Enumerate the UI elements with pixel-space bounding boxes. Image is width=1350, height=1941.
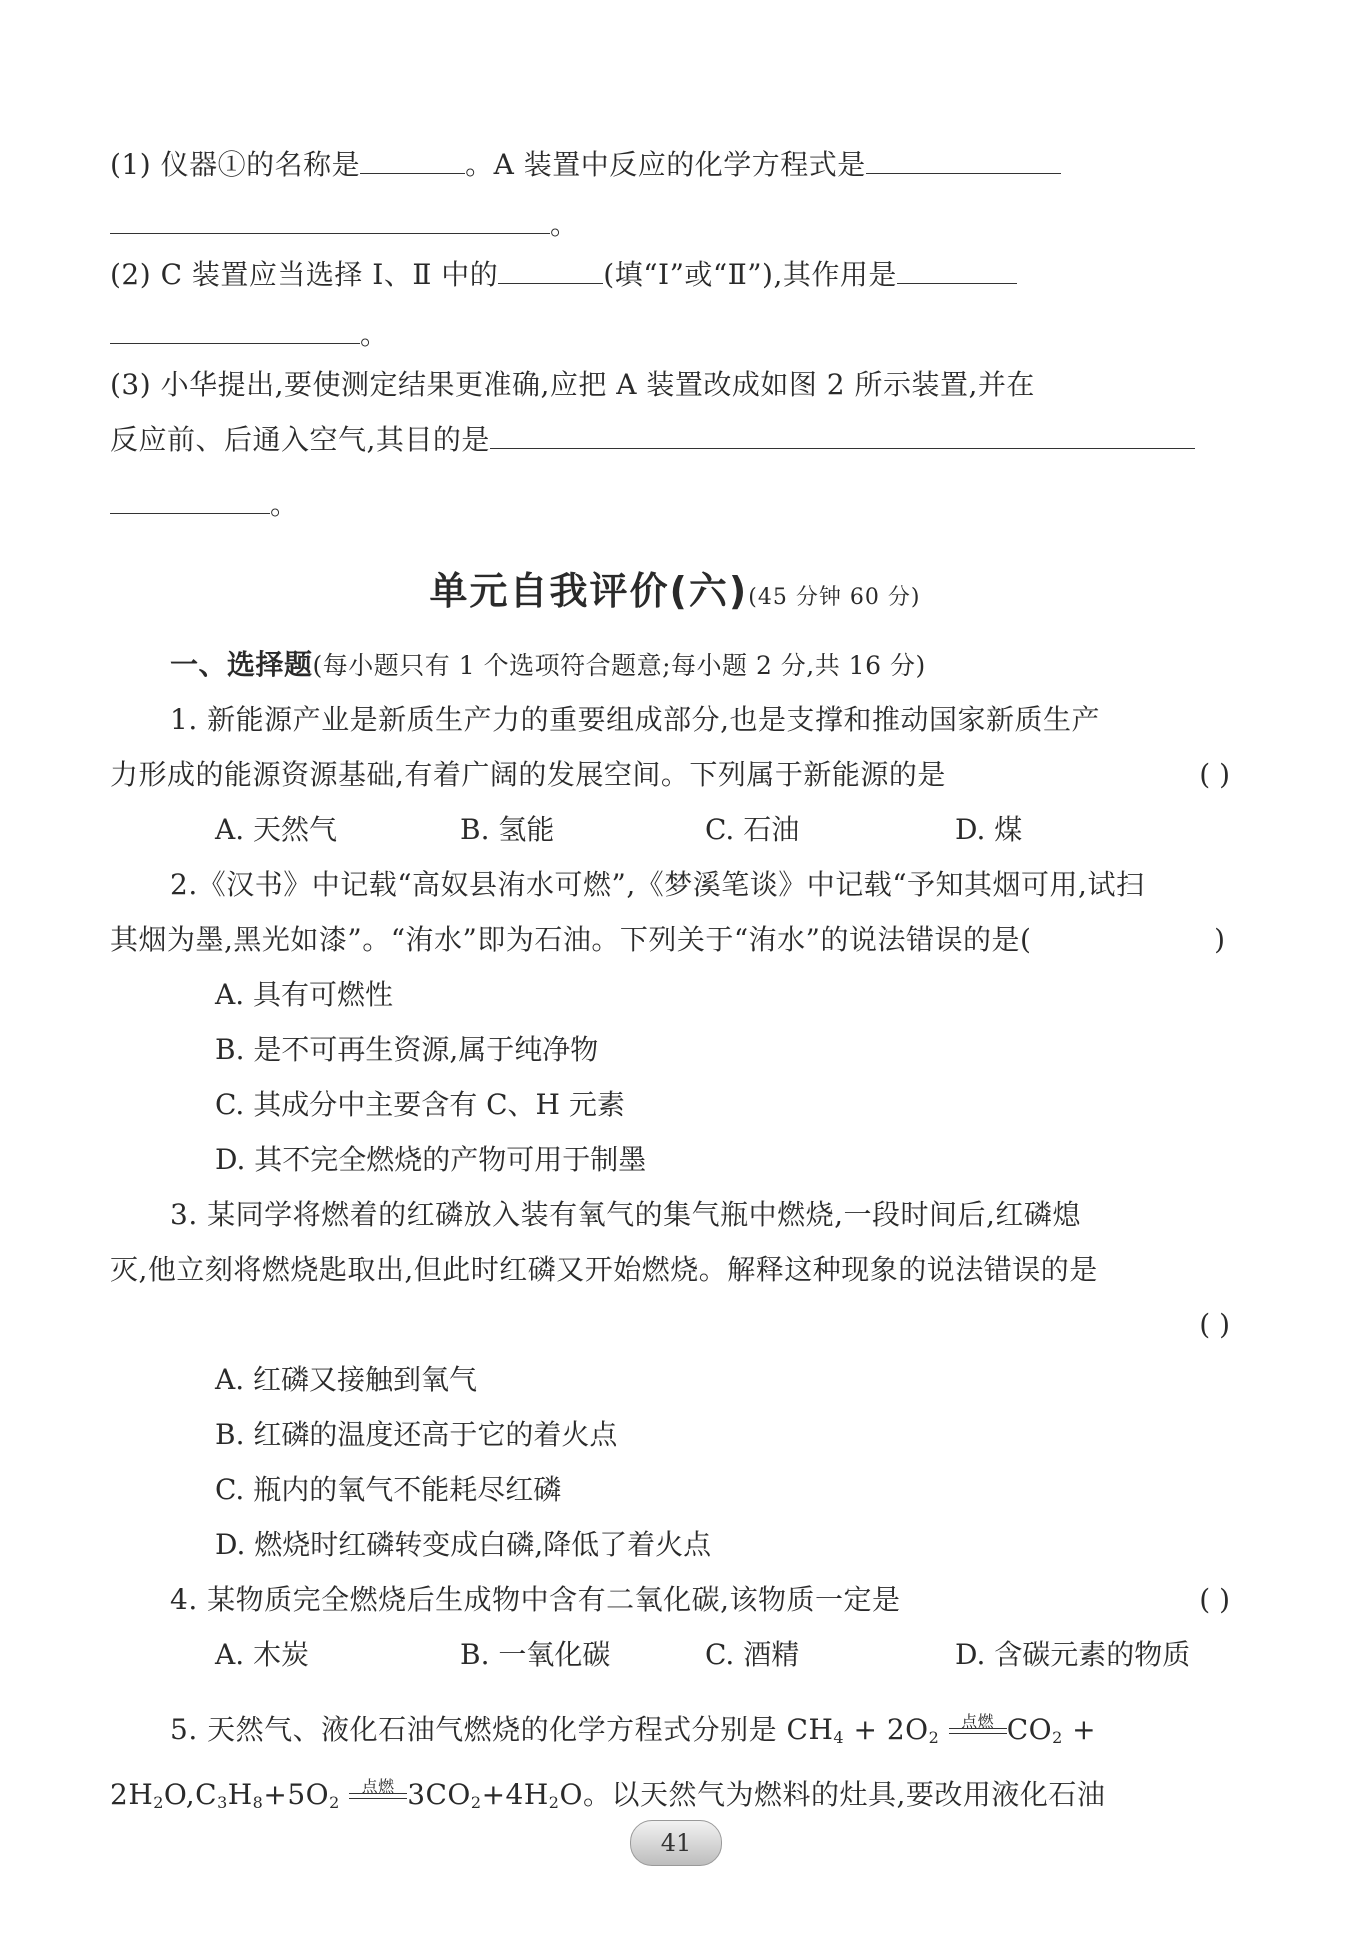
q4-line1: 4. 某物质完全燃烧后生成物中含有二氧化碳,该物质一定是	[170, 1583, 901, 1616]
q3-option-a[interactable]: A. 红磷又接触到氧气	[215, 1363, 478, 1396]
q1-line1: 1. 新能源产业是新质生产力的重要组成部分,也是支撑和推动国家新质生产	[170, 703, 1101, 736]
q1-answer-paren[interactable]: ( )	[1199, 758, 1230, 791]
section-title: 一、选择题	[170, 648, 313, 681]
prev-q2-text-a: (2) C 装置应当选择 Ⅰ、Ⅱ 中的	[110, 258, 499, 291]
q2-line1: 2.《汉书》中记载“高奴县洧水可燃”,《梦溪笔谈》中记载“予知其烟可用,试扫	[170, 868, 1145, 901]
q2-option-b[interactable]: B. 是不可再生资源,属于纯净物	[215, 1033, 599, 1066]
title-main: 单元自我评价(六)	[429, 569, 749, 613]
q4-option-b[interactable]: B. 一氧化碳	[460, 1638, 611, 1671]
q5-line1: 5. 天然气、液化石油气燃烧的化学方程式分别是 $CH_4 + 2O_2$ 点燃 $CO_2$ +	[170, 1710, 1096, 1758]
reaction-condition: 点燃	[361, 1776, 395, 1796]
answer-blank[interactable]	[498, 255, 603, 284]
page-number: 41	[630, 1820, 722, 1866]
q5-line2: $2H_2O,C_3H_8+5O_2$ 点燃 $3CO_2+4H_2O$。以天然气为燃料的灶具,要改用液化石油	[110, 1775, 1105, 1823]
answer-blank[interactable]	[110, 205, 550, 234]
q3-answer-paren[interactable]: ( )	[1199, 1308, 1230, 1341]
prev-q1-line2	[110, 205, 579, 245]
q4-option-c[interactable]: C. 酒精	[705, 1638, 800, 1671]
q3-option-b[interactable]: B. 红磷的温度还高于它的着火点	[215, 1418, 618, 1451]
prev-q2-text-b: (填“Ⅰ”或“Ⅱ”),其作用是	[603, 258, 897, 291]
q3-option-c[interactable]: C. 瓶内的氧气不能耗尽红磷	[215, 1473, 562, 1506]
answer-blank[interactable]	[110, 315, 360, 344]
q2-option-d[interactable]: D. 其不完全燃烧的产物可用于制墨	[215, 1143, 647, 1176]
answer-blank[interactable]	[897, 255, 1017, 284]
reaction-arrow	[349, 1776, 407, 1807]
q1-option-a[interactable]: A. 天然气	[215, 813, 338, 846]
prev-q3-text-b: 反应前、后通入空气,其目的是	[110, 423, 490, 456]
prev-q1-text-b: 。A 装置中反应的化学方程式是	[465, 148, 866, 181]
answer-blank[interactable]	[490, 420, 1195, 449]
q5-text: 5. 天然气、液化石油气燃烧的化学方程式分别是 CH	[170, 1713, 834, 1746]
q2-option-c[interactable]: C. 其成分中主要含有 C、H 元素	[215, 1088, 625, 1121]
q3-line1: 3. 某同学将燃着的红磷放入装有氧气的集气瓶中燃烧,一段时间后,红磷熄	[170, 1198, 1081, 1231]
q2-answer-paren-close[interactable]: )	[1214, 923, 1225, 956]
prev-q3-line2	[110, 420, 1195, 460]
prev-q3-end: 。	[270, 488, 299, 521]
q1-option-d[interactable]: D. 煤	[955, 813, 1023, 846]
answer-blank[interactable]	[110, 485, 270, 514]
prev-q1-end: 。	[550, 208, 579, 241]
prev-q1-line1	[110, 145, 1061, 185]
prev-q3-text-a: (3) 小华提出,要使测定结果更准确,应把 A 装置改成如图 2 所示装置,并在	[110, 368, 1035, 401]
prev-q1-text-a: (1) 仪器①的名称是	[110, 148, 361, 181]
title-sub: (45 分钟 60 分)	[748, 585, 921, 610]
reaction-arrow	[949, 1711, 1007, 1742]
q4-option-d[interactable]: D. 含碳元素的物质	[955, 1638, 1191, 1671]
prev-q3-line3	[110, 485, 299, 525]
section-header	[170, 645, 926, 686]
page-title	[0, 560, 1350, 615]
section-note: (每小题只有 1 个选项符合题意;每小题 2 分,共 16 分)	[312, 651, 926, 680]
prev-q2-line2	[110, 315, 389, 355]
q3-line2: 灭,他立刻将燃烧匙取出,但此时红磷又开始燃烧。解释这种现象的说法错误的是	[110, 1253, 1098, 1286]
q4-option-a[interactable]: A. 木炭	[215, 1638, 310, 1671]
prev-q2-end: 。	[360, 318, 389, 351]
q4-answer-paren[interactable]: ( )	[1199, 1583, 1230, 1616]
q1-line2: 力形成的能源资源基础,有着广阔的发展空间。下列属于新能源的是	[110, 758, 946, 791]
q2-line2: 其烟为墨,黑光如漆”。“洧水”即为石油。下列关于“洧水”的说法错误的是(	[110, 923, 1032, 956]
q3-option-d[interactable]: D. 燃烧时红磷转变成白磷,降低了着火点	[215, 1528, 712, 1561]
q2-option-a[interactable]: A. 具有可燃性	[215, 978, 394, 1011]
answer-blank[interactable]	[866, 145, 1061, 174]
q1-option-b[interactable]: B. 氢能	[460, 813, 555, 846]
reaction-condition: 点燃	[961, 1711, 995, 1731]
answer-blank[interactable]	[360, 145, 465, 174]
q1-option-c[interactable]: C. 石油	[705, 813, 800, 846]
prev-q2-line1	[110, 255, 1017, 295]
q5-text-tail: 。以天然气为燃料的灶具,要改用液化石油	[582, 1778, 1106, 1811]
prev-q3-line1	[110, 365, 1035, 405]
